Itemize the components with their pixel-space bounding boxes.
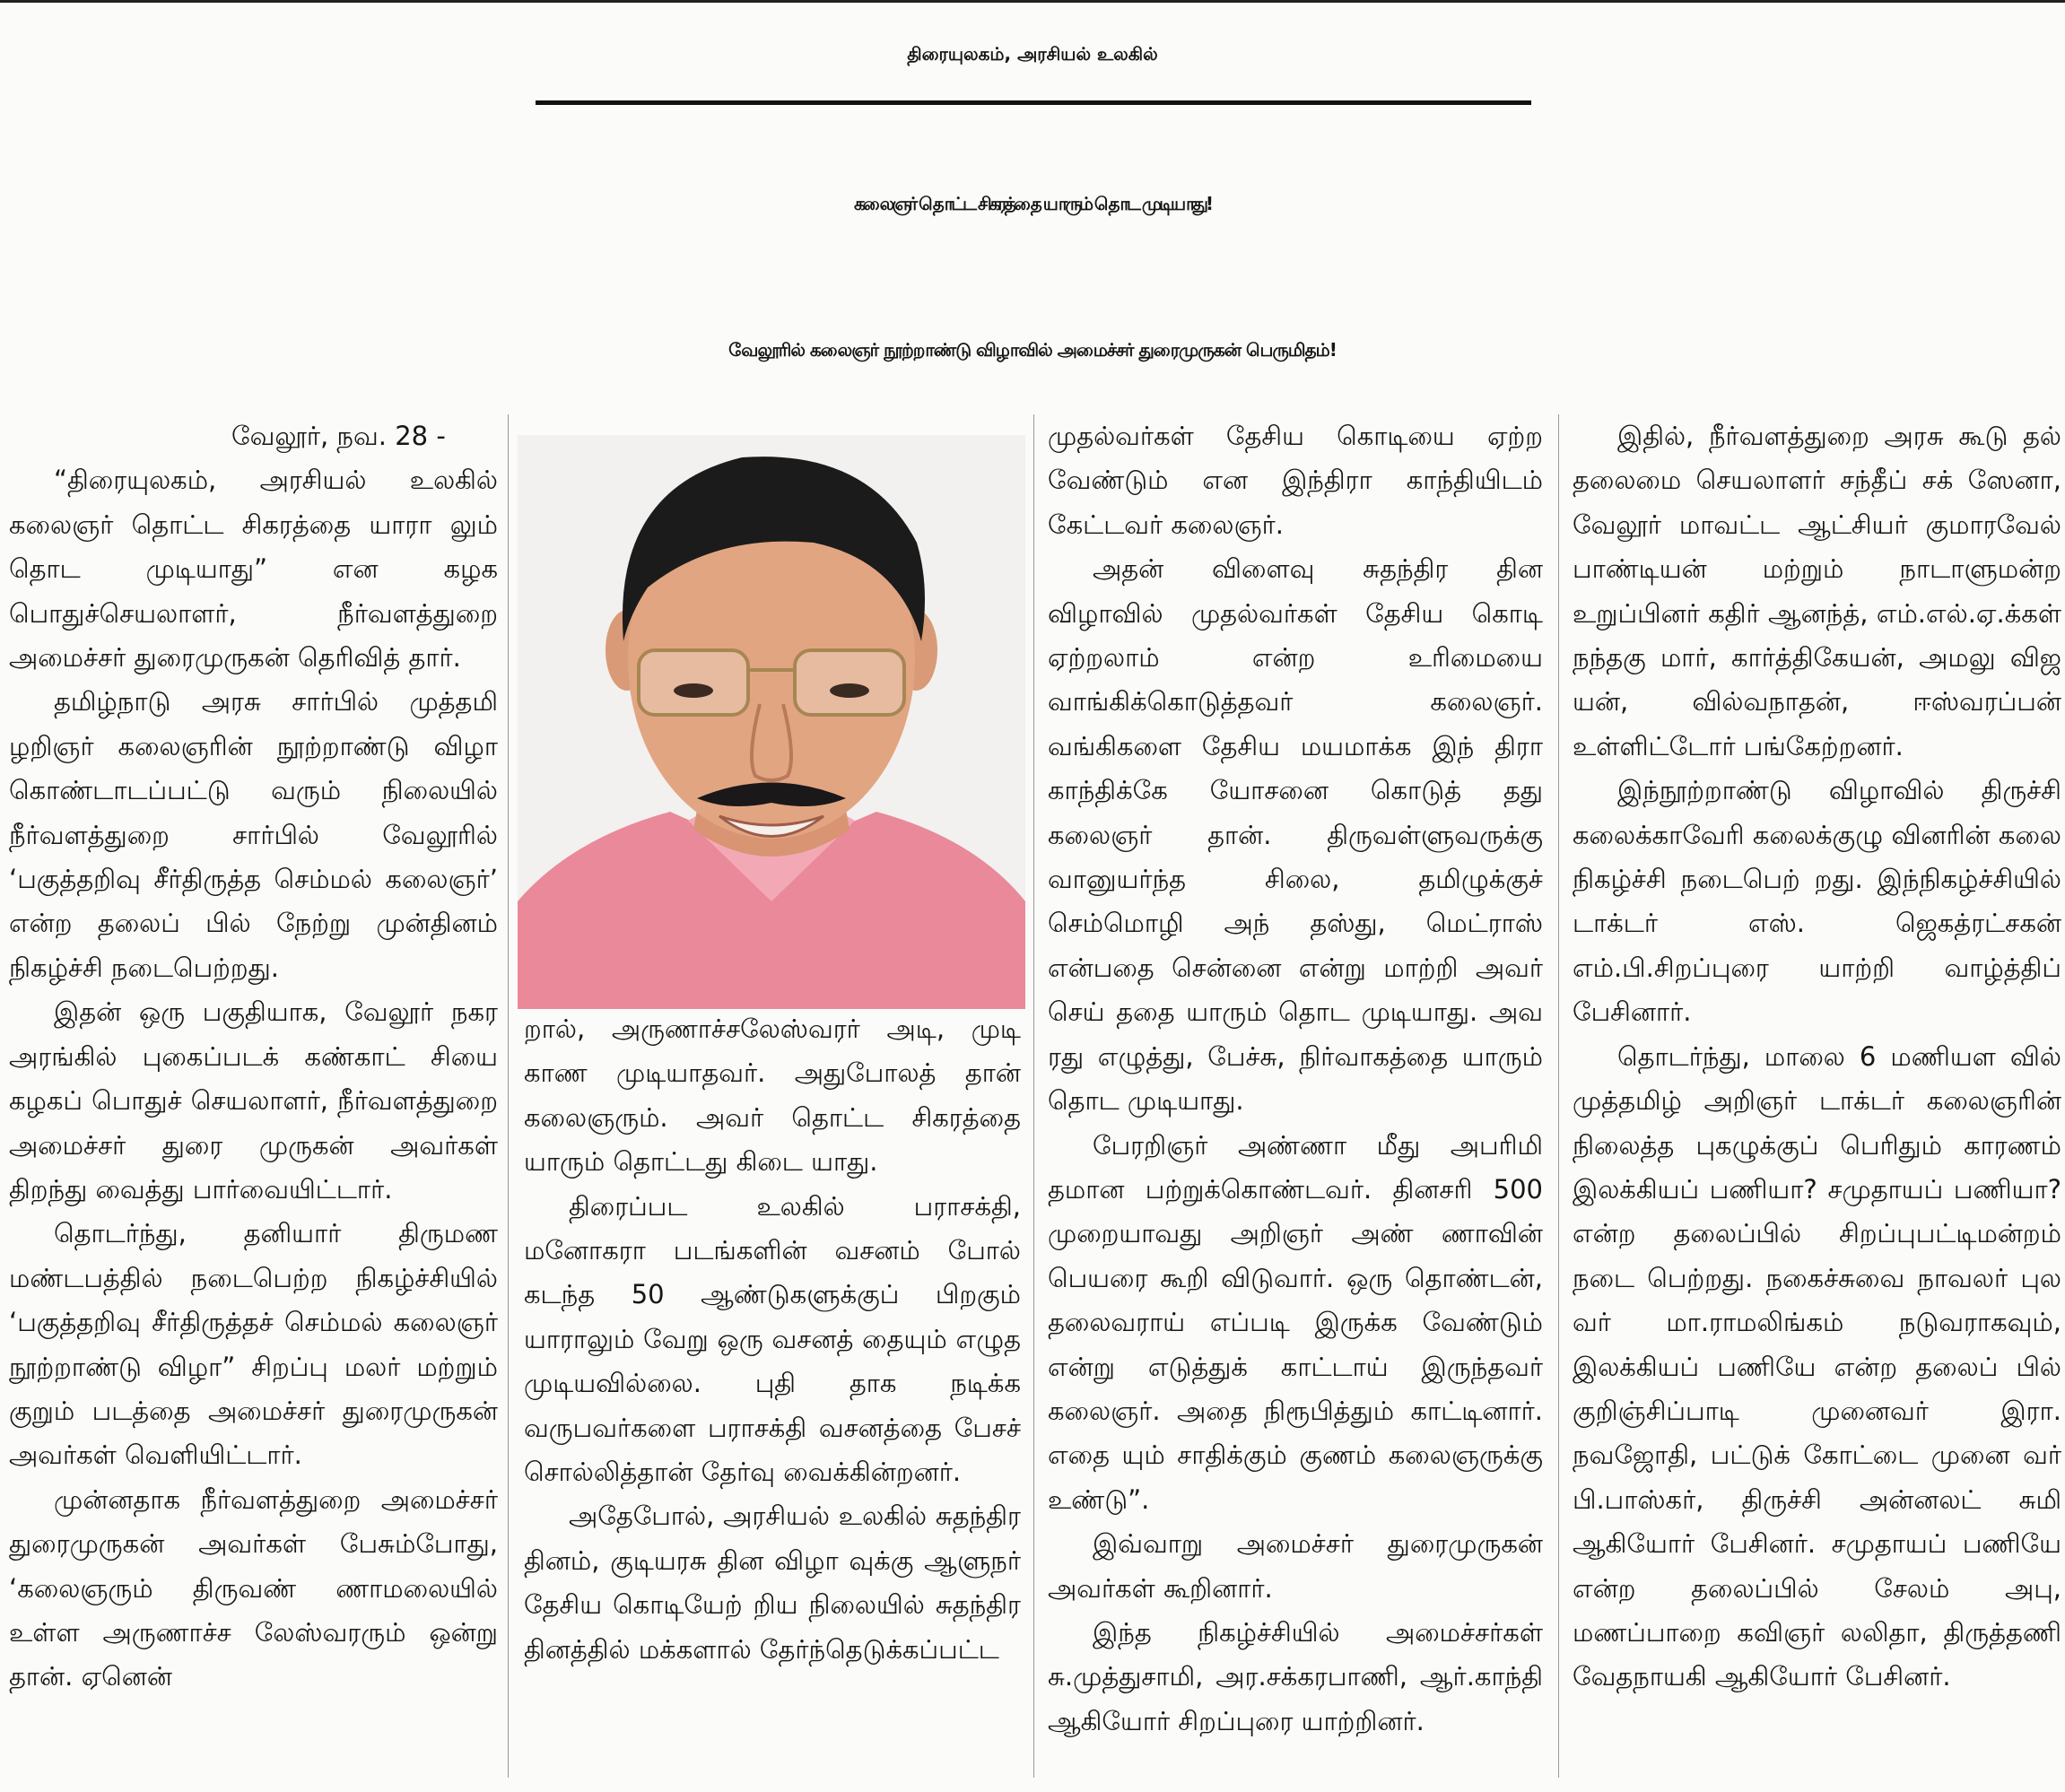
top-border-rule: [0, 0, 2065, 3]
paragraph: இதில், நீர்வளத்துறை அரசு கூடு தல் தலைமை செயலாளர் சந்தீப் சக் ஸேனா, வேலூர் மாவட்ட ஆட்சியர் குமாரவேல் பாண்டியன் மற்றும் நாடாளுமன்ற உறுப்பினர் கதிர் ஆனந்த், எம்.எல்.ஏ.க்கள் நந்தகு மார், கார்த்திகேயன், அமலு விஜ யன், வில்வநாதன், ஈஸ்வரப்பன் உள்ளிட்டோர் பங்கேற்றனர்.: [1573, 421, 2061, 761]
paragraph: இந்நூற்றாண்டு விழாவில் திருச்சி கலைக்காவேரி கலைக்குழு வினரின் கலை நிகழ்ச்சி நடைபெற் றது. இந்நிகழ்ச்சியில் டாக்டர் எஸ். ஜெகத்ரட்சகன் எம்.பி.சிறப்புரை யாற்றி வாழ்த்திப் பேசினார்.: [1573, 775, 2061, 1028]
paragraph: தொடர்ந்து, தனியார் திருமண மண்டபத்தில் நடைபெற்ற நிகழ்ச்சியில் ‘பகுத்தறிவு சீர்திருத்தச் செம்மல் கலைஞர் நூற்றாண்டு விழா” சிறப்பு மலர் மற்றும் குறும் படத்தை அமைச்சர் துரைமுருகன் அவர்கள் வெளியிட்டார்.: [9, 1218, 498, 1471]
paragraph: தமிழ்நாடு அரசு சார்பில் முத்தமி ழறிஞர் கலைஞரின் நூற்றாண்டு விழா கொண்டாடப்பட்டு வரும் நிலையில் நீர்வளத்துறை சார்பில் வேலூரில் ‘பகுத்தறிவு சீர்திருத்த செம்மல் கலைஞர்’ என்ற தலைப் பில் நேற்று முன்தினம் நிகழ்ச்சி நடைபெற்றது.: [9, 686, 498, 983]
subheadline: வேலூரில் கலைஞர் நூற்றாண்டு விழாவில் அமைச்சர் துரைமுருகன் பெருமிதம்!: [728, 339, 1337, 361]
kicker-underline: [536, 100, 1531, 105]
article-column-3: [1048, 414, 1543, 1744]
portrait-illustration: [518, 435, 1025, 1009]
paragraph: திரைப்பட உலகில் பராசக்தி, மனோகரா படங்களின் வசனம் போல் கடந்த 50 ஆண்டுகளுக்குப் பிறகும் யாராலும் வேறு ஒரு வசனத் தையும் எழுத முடியவில்லை. புதி தாக நடிக்க வருபவர்களை பராசக்தி வசனத்தை பேசச் சொல்லித்தான் தேர்வு வைக்கின்றனர்.: [524, 1190, 1021, 1488]
paragraph: தொடர்ந்து, மாலை 6 மணியள வில் முத்தமிழ் அறிஞர் டாக்டர் கலைஞரின் நிலைத்த புகழுக்குப் பெரிதும் காரணம் இலக்கியப் பணியா? சமுதாயப் பணியா? என்ற தலைப்பில் சிறப்புபட்டிமன்றம் நடை பெற்றது. நகைச்சுவை நாவலர் புல வர் மா.ராமலிங்கம் நடுவராகவும், இலக்கியப் பணியே என்ற தலைப் பில் குறிஞ்சிப்பாடி முனைவர் இரா. நவஜோதி, பட்டுக் கோட்டை முனை வர் பி.பாஸ்கர், திருச்சி அன்னலட் சுமி ஆகியோர் பேசினர். சமுதாயப் பணியே என்ற தலைப்பில் சேலம் அபு, மணப்பாறை கவிஞர் லலிதா, திருத்தணி வேதநாயகி ஆகியோர் பேசினர்.: [1573, 1040, 2061, 1692]
paragraph: இவ்வாறு அமைச்சர் துரைமுருகன் அவர்கள் கூறினார்.: [1048, 1528, 1543, 1604]
paragraph: முதல்வர்கள் தேசிய கொடியை ஏற்ற வேண்டும் என இந்திரா காந்தியிடம் கேட்டவர் கலைஞர்.: [1048, 421, 1543, 540]
paragraph: இந்த நிகழ்ச்சியில் அமைச்சர்கள் சு.முத்துசாமி, அர.சக்கரபாணி, ஆர்.காந்தி ஆகியோர் சிறப்புரை யாற்றினர்.: [1048, 1616, 1543, 1736]
paragraph: றால், அருணாச்சலேஸ்வரர் அடி, முடி காண முடியாதவர். அதுபோலத் தான் கலைஞரும். அவர் தொட்ட சிகரத்தை யாரும் தொட்டது கிடை யாது.: [524, 1013, 1021, 1178]
paragraph: முன்னதாக நீர்வளத்துறை அமைச்சர் துரைமுருகன் அவர்கள் பேசும்போது, ‘கலைஞரும் திருவண் ணாமலையில் உள்ள அருணாச்ச லேஸ்வரரும் ஒன்று தான். ஏனென்: [9, 1483, 498, 1692]
article-column-2: [524, 1007, 1021, 1672]
kicker-heading: திரையுலகம், அரசியல் உலகில்: [907, 43, 1158, 65]
portrait-photo: [518, 435, 1025, 1009]
column-divider: [1558, 414, 1559, 1778]
column-divider: [508, 414, 509, 1778]
paragraph: இதன் ஒரு பகுதியாக, வேலூர் நகர அரங்கில் புகைப்படக் கண்காட் சியை கழகப் பொதுச் செயலாளர், நீர்வளத்துறை அமைச்சர் துரை முருகன் அவர்கள் திறந்து வைத்து பார்வையிட்டார்.: [9, 996, 498, 1205]
dateline: வேலூர், நவ. 28 -: [231, 421, 446, 451]
paragraph: பேரறிஞர் அண்ணா மீது அபரிமி தமான பற்றுக்கொண்டவர். தினசரி 500 முறையாவது அறிஞர் அண் ணாவின் பெயரை கூறி விடுவார். ஒரு தொண்டன், தலைவராய் எப்படி இருக்க வேண்டும் என்று எடுத்துக் காட்டாய் இருந்தவர் கலைஞர். அதை நிரூபித்தும் காட்டினார். எதை யும் சாதிக்கும் குணம் கலைஞருக்கு உண்டு”.: [1048, 1129, 1543, 1515]
paragraph: அதன் விளைவு சுதந்திர தின விழாவில் முதல்வர்கள் தேசிய கொடி ஏற்றலாம் என்ற உரிமையை வாங்கிக்கொடுத்தவர் கலைஞர். வங்கிகளை தேசிய மயமாக்க இந் திரா காந்திக்கே யோசனை கொடுத் தது கலைஞர் தான். திருவள்ளுவருக்கு வானுயர்ந்த சிலை, தமிழுக்குச் செம்மொழி அந் தஸ்து, மெட்ராஸ் என்பதை சென்னை என்று மாற்றி அவர் செய் ததை யாரும் தொட முடியாது. அவ ரது எழுத்து, பேச்சு, நிர்வாகத்தை யாரும் தொட முடியாது.: [1048, 553, 1543, 1117]
headline: கலைஞர் தொட்ட சிகரத்தை யாரும் தொட முடியாது!: [853, 193, 1212, 214]
paragraph: அதேபோல், அரசியல் உலகில் சுதந்திர தினம், குடியரசு தின விழா வுக்கு ஆளுநர் தேசிய கொடியேற் றிய நிலையில் சுதந்திர தினத்தில் மக்களால் தேர்ந்தெடுக்கப்பட்ட: [524, 1501, 1021, 1665]
column-divider: [1033, 414, 1034, 1778]
paragraph: “திரையுலகம், அரசியல் உலகில் கலைஞர் தொட்ட சிகரத்தை யாரா லும் தொட முடியாது” என கழக பொதுச்செயலாளர், நீர்வளத்துறை அமைச்சர் துரைமுருகன் தெரிவித் தார்.: [9, 465, 498, 674]
article-column-1: [9, 414, 498, 1700]
article-column-4: [1573, 414, 2061, 1700]
